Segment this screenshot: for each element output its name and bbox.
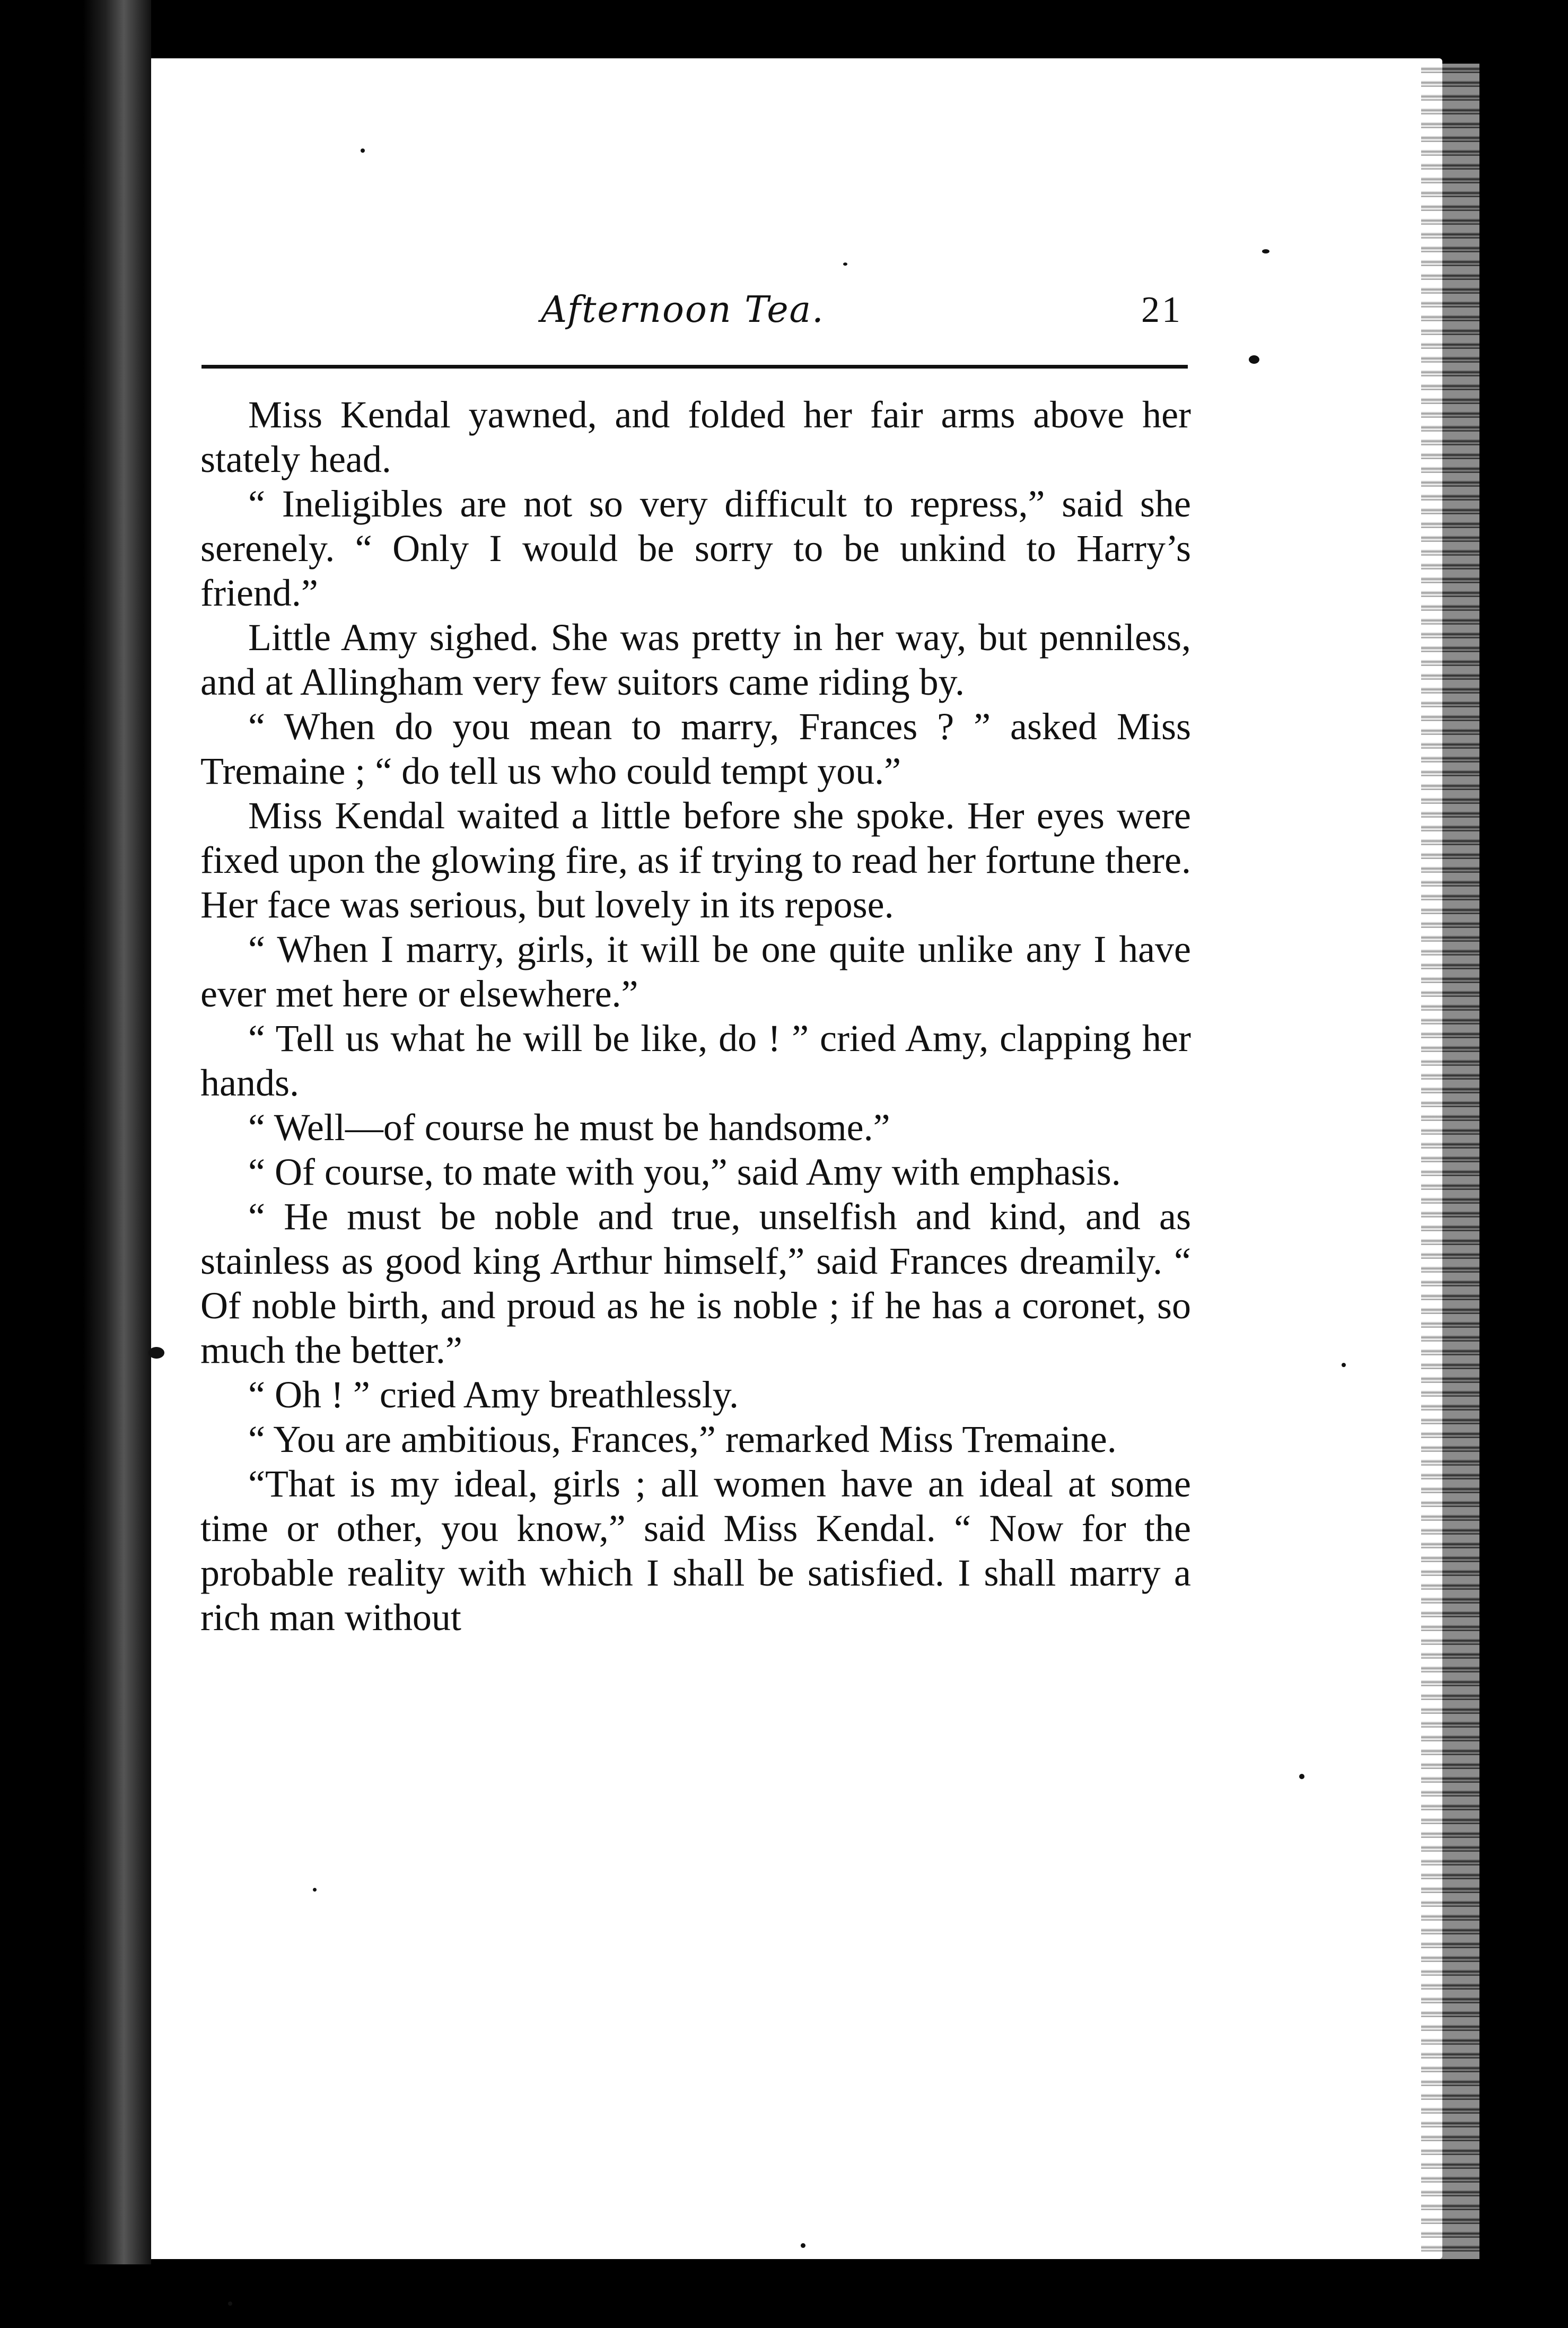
paragraph: “ Tell us what he will be like, do ! ” cried Amy, clapping her hands. [200, 1017, 1191, 1104]
paragraph: “That is my ideal, girls ; all women have an ideal at some time or other, you know,” said Miss Kendal. “ Now for the probable reality with which I shall be satisfied. I shall marry a rich man without [200, 1463, 1191, 1639]
header-rule [202, 365, 1188, 369]
page-number: 21 [1141, 290, 1182, 330]
scan-border-top [0, 0, 1568, 61]
paragraph: “ He must be noble and true, unselfish and kind, and as stainless as good king Arthur himself,” said Frances dreamily. “ Of noble birth, and proud as he is noble ; if he has a coronet, so much the better.” [200, 1195, 1191, 1371]
paragraph: “ Ineligibles are not so very difficult to repress,” said she serenely. “ Only I would be sorry to be unkind to Harry’s friend.” [200, 483, 1191, 614]
scan-speck [1299, 1774, 1304, 1779]
paragraph: Miss Kendal waited a little before she spoke. Her eyes were fixed upon the glowing fire, as if trying to read her fortune there. Her face was serious, but lovely in its repose. [200, 794, 1191, 926]
scan-speck [1342, 1363, 1346, 1367]
paragraph: “ Of course, to mate with you,” said Amy with emphasis. [248, 1151, 1121, 1193]
scan-speck [1249, 355, 1259, 364]
scan-speck [148, 1347, 164, 1359]
scan-speck [228, 2301, 232, 2306]
scan-speck [1262, 249, 1269, 253]
book-spine-edge [0, 0, 151, 2328]
paragraph: “ Well—of course he must be handsome.” [248, 1106, 890, 1149]
scan-speck [843, 262, 847, 266]
body-text [200, 392, 1191, 1640]
paragraph: “ When do you mean to marry, Frances ? ” asked Miss Tremaine ; “ do tell us who could tempt you.” [200, 705, 1191, 792]
page-fore-edge [1421, 64, 1479, 2259]
paragraph: Miss Kendal yawned, and folded her fair arms above her stately head. [200, 393, 1191, 480]
page-header [202, 289, 1193, 337]
scan-speck [361, 148, 365, 153]
scan-speck [313, 1888, 317, 1892]
scan-border-right [1479, 0, 1568, 2328]
scan-speck [801, 2243, 805, 2248]
scan-border-bottom [0, 2264, 1568, 2328]
running-title: Afternoon Tea. [541, 289, 825, 331]
paragraph: “ When I marry, girls, it will be one quite unlike any I have ever met here or elsewhere.” [200, 928, 1191, 1015]
paragraph: “ Oh ! ” cried Amy breathlessly. [248, 1373, 739, 1416]
paragraph: Little Amy sighed. She was pretty in her way, but penniless, and at Allingham very few suitors came riding by. [200, 616, 1191, 703]
paragraph: “ You are ambitious, Frances,” remarked Miss Tremaine. [248, 1418, 1117, 1460]
